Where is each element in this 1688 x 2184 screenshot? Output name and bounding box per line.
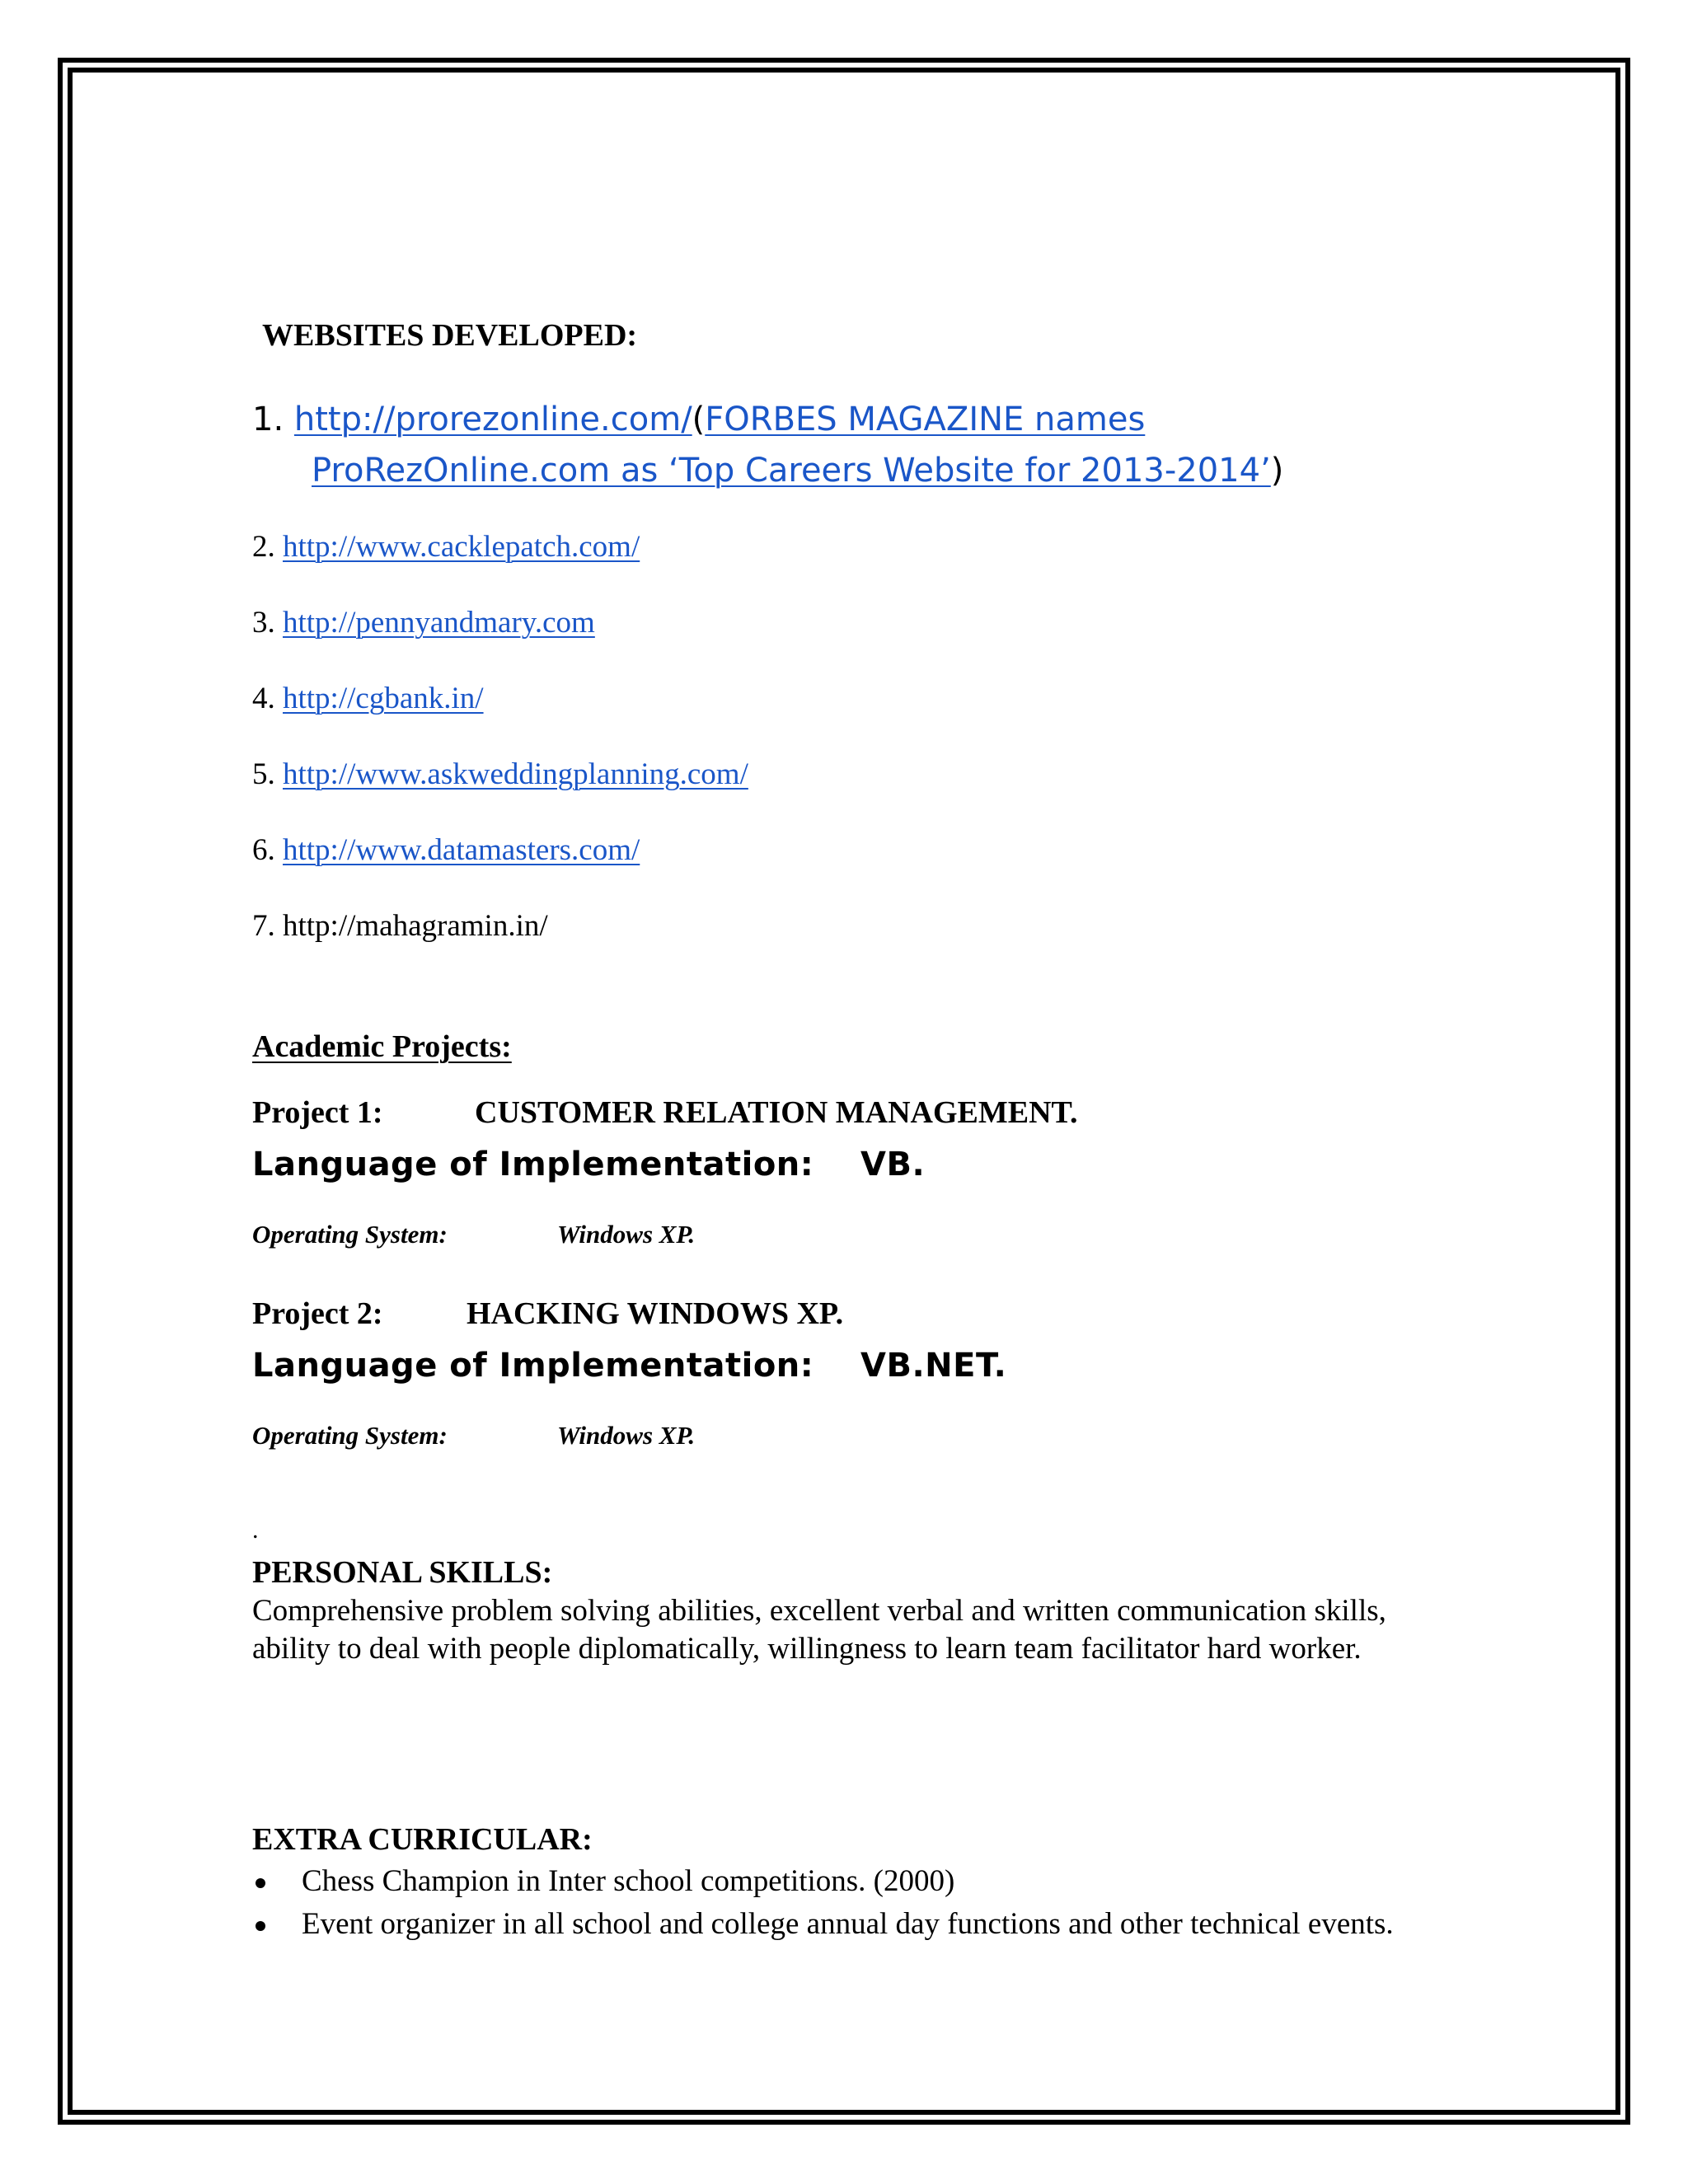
academic-heading: Academic Projects: bbox=[252, 1029, 512, 1064]
project-1-language-value: VB. bbox=[860, 1146, 926, 1183]
website-item-number: 6. bbox=[252, 833, 275, 867]
website-item-1-continued bbox=[312, 452, 1283, 490]
website-link[interactable]: http://www.cacklepatch.com/ bbox=[283, 530, 640, 564]
website-item-7 bbox=[252, 908, 548, 944]
website-url-text: http://mahagramin.in/ bbox=[283, 909, 548, 943]
project-2-os-label: Operating System: bbox=[252, 1421, 448, 1450]
website-item-number: 4. bbox=[252, 682, 275, 715]
website-link[interactable]: http://pennyandmary.com bbox=[283, 606, 595, 640]
website-link[interactable]: http://www.datamasters.com/ bbox=[283, 833, 640, 867]
project-1-label: Project 1: bbox=[252, 1095, 383, 1130]
project-2-title: HACKING WINDOWS XP. bbox=[467, 1296, 844, 1331]
stray-dot: . bbox=[252, 1516, 259, 1544]
extra-curricular-heading: EXTRA CURRICULAR: bbox=[252, 1822, 593, 1857]
websites-heading: WEBSITES DEVELOPED: bbox=[262, 318, 638, 353]
extra-bullet-2: Event organizer in all school and college annual day functions and other technical events. bbox=[302, 1907, 1394, 1941]
project-1-os-label: Operating System: bbox=[252, 1220, 448, 1249]
website-item-1 bbox=[252, 401, 1145, 438]
forbes-note-link-line2[interactable]: ProRezOnline.com as ‘Top Careers Website for 2013-2014’ bbox=[312, 452, 1271, 490]
page-border-inner bbox=[68, 68, 1620, 2115]
project-2-os-value: Windows XP. bbox=[557, 1421, 696, 1450]
project-1-os-value: Windows XP. bbox=[557, 1220, 696, 1249]
extra-bullet-1: Chess Champion in Inter school competitions. (2000) bbox=[302, 1864, 955, 1898]
website-item-number: 3. bbox=[252, 606, 275, 640]
website-item-6 bbox=[252, 832, 640, 868]
website-link[interactable]: http://cgbank.in/ bbox=[283, 682, 484, 715]
website-item-5 bbox=[252, 757, 748, 792]
project-1-title: CUSTOMER RELATION MANAGEMENT. bbox=[475, 1095, 1078, 1130]
bullet-icon bbox=[256, 1878, 265, 1888]
personal-skills-heading: PERSONAL SKILLS: bbox=[252, 1555, 553, 1590]
personal-skills-text: Comprehensive problem solving abilities, excellent verbal and written communication skills, ability to deal with people diplomatically, willingness to learn team facilitator hard worker. bbox=[252, 1594, 1386, 1666]
bullet-icon bbox=[256, 1921, 265, 1931]
project-2-language-label: Language of Implementation: bbox=[252, 1347, 814, 1385]
forbes-note-link-line1[interactable]: FORBES MAGAZINE names bbox=[705, 401, 1146, 438]
website-item-3 bbox=[252, 605, 595, 640]
close-paren: ) bbox=[1270, 452, 1284, 490]
website-item-2 bbox=[252, 529, 640, 565]
project-2-language-value: VB.NET. bbox=[860, 1347, 1007, 1385]
website-item-4 bbox=[252, 681, 484, 716]
website-link[interactable]: http://prorezonline.com/ bbox=[293, 401, 692, 438]
website-link[interactable]: http://www.askweddingplanning.com/ bbox=[283, 757, 748, 791]
website-item-number: 5. bbox=[252, 757, 275, 791]
project-2-label: Project 2: bbox=[252, 1296, 383, 1331]
project-1-language-label: Language of Implementation: bbox=[252, 1146, 814, 1183]
website-item-number: 7. bbox=[252, 909, 275, 943]
open-paren: ( bbox=[692, 401, 706, 438]
website-item-number: 1. bbox=[252, 401, 284, 438]
website-item-number: 2. bbox=[252, 530, 275, 564]
